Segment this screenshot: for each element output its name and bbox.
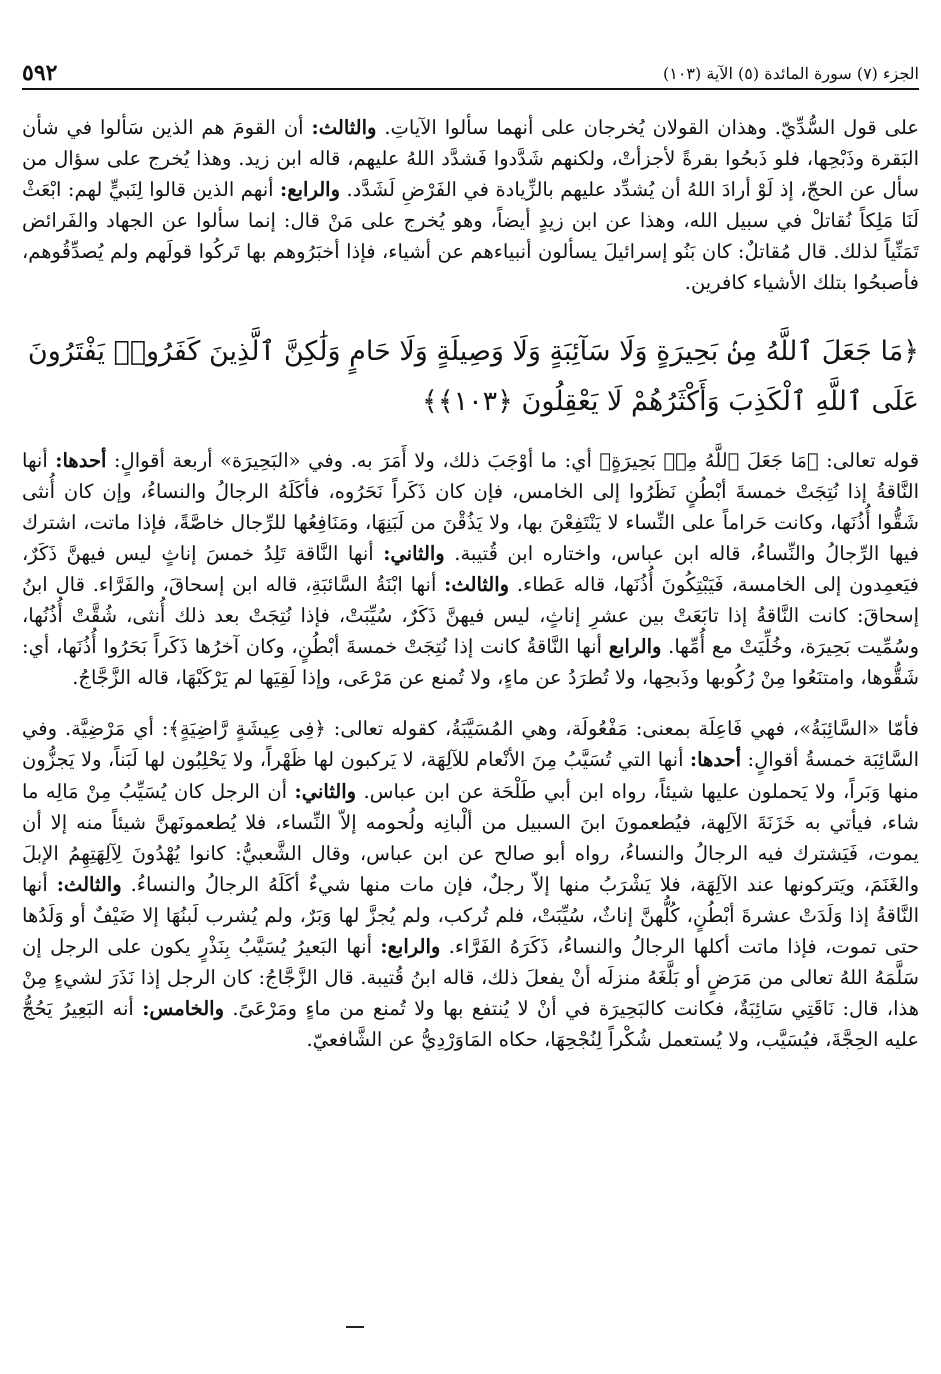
running-title: الجزء (٧) سورة المائدة (٥) الآية (١٠٣)	[662, 63, 919, 83]
page-header	[22, 58, 919, 90]
text-run: أن الرجل كان يُسَيِّبُ مِنْ مَالِه ما شاء، فيأتي به خَزَنَةَ الآلِهة، فيُطعمونَ ابنَ السبيل من ألْبانِه ولُحومه إلاّ النِّساء، فلا يُطعمونَهنَّ شيئاً منه إلا أن يموت، فَيَشترك فيه الرجالُ والنساءُ، رواه أبو صالح عن ابن عباس، وقال الشَّعبيُّ: كانوا يُهْدُونَ لِآلِهَتِهِمُ الإبلَ والغَنَمَ، ويَتركونها عند الآلِهَة، فلا يَشْرَبُ منها إلاّ رجلٌ، فإن مات منها شيءٌ أكَلَهُ الرجالُ والنساءُ.	[22, 779, 920, 896]
paragraph-3	[22, 713, 919, 1055]
footer-mark	[346, 1326, 364, 1328]
quran-verse: ﴿مَا جَعَلَ ٱللَّهُ مِنۢ بَحِيرَةٍ وَلَا سَآئِبَةٍ وَلَا وَصِيلَةٍ وَلَا حَامٍ وَلَٰكِنَّ ٱلَّذِينَ كَفَرُوا۟ يَفْتَرُونَ عَلَى ٱللَّهِ ٱلْكَذِبَ وَأَكْثَرُهُمْ لَا يَعْقِلُونَ ﴿١٠٣﴾﴾	[27, 335, 919, 417]
bold-label: والرابع:	[380, 934, 441, 958]
text-run: أنها النَّاقة تَلِدُ خمسَ إناثٍ ليس فيهنَّ ذَكَرٌ، فيَعمِدون إلى الخامسة، فَيَبْتِكُونَ أُذُنَها، قاله عَطاء.	[22, 541, 919, 596]
text-run: قوله تعالى: ﴿مَا جَعَلَ ٱللَّهُ مِنۢ بَحِيرَةٍ﴾ أي: ما أوْجَبَ ذلك، ولا أَمَرَ به. وفي «البَحِيرَة» أربعة أقوالٍ:	[113, 448, 920, 472]
bold-label: والثالث:	[444, 572, 510, 596]
bold-label: والثالث:	[56, 872, 122, 896]
bold-label: والرابع:	[280, 178, 340, 202]
bold-label: أحدها:	[689, 748, 742, 772]
paragraph-2	[22, 445, 919, 694]
text-run: على قول السُّدِّيّ. وهذان القولان يُخرجان على أنهما سألوا الآياتِ.	[384, 116, 919, 139]
text-run: أنها النَّاقةُ إذا وَلَدَتْ عشرةَ أبْطُنٍ، كُلُّهنَّ إناثٌ، سُيِّبَتْ، فلم تُركب، ولم يُجزَّ لها وَبَرٌ، ولم يُشرب لَبنُهَا إلا ضَيْفٌ أو وَلَدُها حتى تموت، فإذا ماتت أكلها الرجالُ والنساءُ، ذَكَرَهُ الفَرَّاء.	[22, 872, 919, 958]
page-body	[22, 112, 919, 1055]
text-run: أنها ابْنَةُ السَّائبَةِ، قاله ابن إسحاقَ، والفَرَّاء. قال ابنُ إسحاقَ: كانت النَّاقةُ إذا تابَعَتْ بين عشرِ إناثٍ، ليس فيهنَّ ذَكَرٌ، سُيِّبَتْ، فإذا نُتِجَتْ بعد ذلك أُنثى، شُقَّتْ أُذُنُها، وسُمِّيت بَحِيرَة، وخُلِّيَتْ مع أُمِّها.	[22, 572, 920, 659]
text-run: أنها النَّاقةُ كانت إذا نُتِجَتْ خمسةَ أبْطُنٍ، وكان آخرُها ذَكَراً بَحَرُوا أُذُنَها، أي: شَقُّوها، وامتنَعُوا مِنْ رُكُوبها وذَبحِها، ولا تُطرَدُ عن ماءٍ، ولا تُمنع عن مَرْعَى، وإذا لَقِيَها لم يَرْكَبْهَا، قاله الزَّجَّاجُ.	[22, 635, 919, 690]
text-run: أنها التي تُسَيَّبُ مِنَ الأنْعام للآلِهَة، لا يَركبون لها ظَهْراً، ولا يَحْلِبُون لها لَبَناً، ولا يَجزُّون منها وَبَراً، ولا يَحملون عليها شيئاً، رواه ابن أبي طَلْحَة عن ابن عباس.	[22, 748, 919, 803]
bold-label: والخامس:	[142, 997, 224, 1021]
text-run: أنها النَّاقةُ إذا نُتِجَتْ خمسةَ أبْطُنٍ نَظَرُوا إلى الخامس، فإن كان ذَكَراً نَحَرُوه، فأكَلَهُ الرجالُ والنساءُ، وإن كان أُنثى شَقُّوا أُذُنَها، وكانت حَراماً على النِّساء لا يَنْتَفِعْنَ بها، ولا يَذُقْنَ من لَبَنِهَا، ومَنَافِعُها للرِّجال خاصَّةً، فإذا ماتت، اشترك فيها الرِّجالُ والنِّساءُ، قاله ابن عباس، واختاره ابن قُتيبة.	[22, 448, 919, 565]
page-number: ٥٩٢	[22, 60, 58, 86]
text-run: أنها البَعيرُ يُسَيَّبُ بِنَذْرٍ يكون على الرجل إن سَلَّمَهُ اللهُ تعالى من مَرَضٍ أو بَلَّغَهُ منزلَه أنْ يفعلَ ذلك، قاله ابنُ قُتيبة. قال الزَّجَّاجُ: كان الرجل إذا نَذَرَ لشيءٍ مِنْ هذا، قال: نَاقَتِي سَائِبَةٌ، فكانت كالبَحِيرَة في أنْ لا يُنتفع بها ولا تُمنع من ماءٍ ومَرْعَىً.	[22, 934, 920, 1021]
text-run: أنه البَعِيرُ يَحُجُّ عليه الحِجَّةَ، فيُسَيَّب، ولا يُستعمل شُكْراً لِنُجْحِهَا، حكاه المَاوَرْدِيُّ عن الشَّافعيّ.	[22, 997, 919, 1052]
bold-label: والرابع	[608, 635, 662, 659]
bold-label: والثاني:	[294, 779, 357, 803]
text-run: أن القومَ هم الذين سَألوا في شأن البَقرة وذَبْحِها، فلو ذَبحُوا بقرةً لأجزأتْ، ولكنهم شَدَّدوا فَشدَّد اللهُ عليهم، قاله ابن زيد. وهذا يُخرج على سؤال من سأل عن الحجّ، إذ لَوْ أرادَ اللهُ أن يُشدِّد عليهم بالزِّيادة في الفَرْضِ لَشَدَّد.	[22, 116, 919, 202]
bold-label: والثالث:	[311, 116, 377, 139]
text-run: فأمّا «السَّائِبَةُ»، فهي فَاعِلَة بمعنى: مَفْعُولَة، وهي المُسَيَّبَةُ، كقوله تعالى: ﴿فِى عِيشَةٍ رَّاضِيَةٍ﴾: أي مَرْضِيَّة. وفي السَّائِبَة خمسةُ أقوالٍ:	[22, 717, 919, 772]
paragraph-1	[22, 112, 919, 299]
bold-label: أحدها:	[55, 448, 107, 472]
bold-label: والثاني:	[383, 541, 445, 565]
text-run: أنهم الذين قالوا لِنَبيٍّ لهم: ابْعَثْ لَنَا مَلِكاً نُقاتلْ في سبيل الله، وهذا عن ابن زيدٍ أيضاً، وهو يُخرج على مَنْ قال: إنما سألوا عن الجهاد والفَرائض تَمَنِّياً لذلك. قال مُقاتلٌ: كان بَنُو إسرائيلَ يسألون أنبياءهم عن أشياء، فإذا أخبَرُوهم بها تَركُوا قولَهم ولم يُصدِّقُوهم، فأصبحُوا بتلك الأشياء كافرين.	[22, 178, 919, 295]
